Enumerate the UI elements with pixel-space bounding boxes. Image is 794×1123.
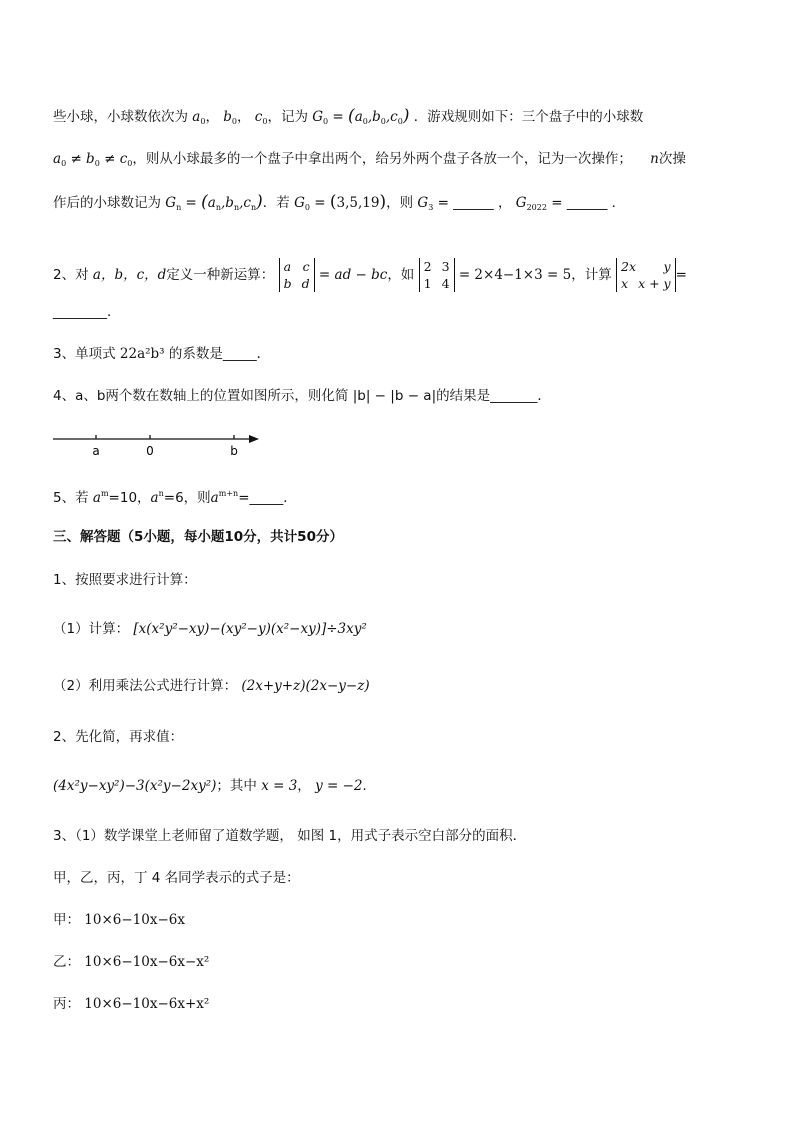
number-line xyxy=(53,428,268,460)
solve-3-title: 3、（1）数学课堂上老师留了道数学题， 如图 1，用式子表示空白部分的面积． xyxy=(53,828,527,844)
math-a-m: $a^m$ xyxy=(92,489,109,506)
question-3: 3、单项式 22a²b³ 的系数是_____． xyxy=(53,346,271,362)
solve-1-part-1: （1）计算： [x(x²y²−xy)−(xy²−y)(x²−xy)]÷3xy² xyxy=(53,621,367,637)
label-a: a xyxy=(92,444,100,458)
solve-1-part-2: （2）利用乘法公式进行计算： (2x+y+z)(2x−y−z) xyxy=(53,678,370,694)
problem-line-3: 作后的小球数记为 $G_n = (a_n,b_n,c_n)$．若 $G_0 = (3,5,19)$，则 $G_3$ = ______ ， $G_{2022}$ = ______ ． xyxy=(53,192,626,212)
problem-line-1: 些小球，小球数依次为 $a_0$， $b_0$， $c_0$，记为 $G_0 = (a_0,b_0,c_0)$ ．游戏规则如下：三个盘子中的小球数 xyxy=(53,106,644,126)
answer-yi: 乙： 10×6−10x−6x−x² xyxy=(53,954,210,970)
section-title: 三、解答题（5小题，每小题10分，共计50分） xyxy=(53,529,343,545)
question-2: 2、对 a，b，c，d定义一种新运算： a c b d = ad − bc，如 2 3 1 4 = 2×4−1×3 = 5，计算 2x y x x + y = xyxy=(53,259,687,291)
solve-2-expr: (4x²y−xy²)−3(x²y−2xy²)；其中 x = 3， y = −2． xyxy=(53,778,377,794)
math-vars: a，b，c，d xyxy=(92,267,167,283)
math-answer: 10×6−10x−6x xyxy=(84,912,185,928)
math-a-n: $a^n$ xyxy=(150,489,164,506)
math-definition: = ad − bc xyxy=(318,267,388,283)
math-monomial: 22a²b³ xyxy=(119,346,165,362)
determinant-definition: a c b d xyxy=(279,258,315,292)
text: 作后的小球数记为 xyxy=(53,195,161,211)
math-G2022: $G_{2022}$ xyxy=(515,195,547,212)
question-5: 5、若 $a^m=10$，$a^n=6$，则$a^{m+n}=\_\_\_\_\_$． xyxy=(53,489,297,506)
determinant-example: 2 3 1 4 xyxy=(419,258,455,292)
solve-1-title: 1、按照要求进行计算： xyxy=(53,572,197,588)
math-part2: (2x+y+z)(2x−y−z) xyxy=(241,678,370,694)
math-G0-def: $G_0 = (a_0,b_0,c_0)$ xyxy=(312,106,410,126)
answer-jia: 甲： 10×6−10x−6x xyxy=(53,912,185,928)
math-expr: (4x²y−xy²)−3(x²y−2xy²) xyxy=(53,778,217,794)
math-answer: 10×6−10x−6x−x² xyxy=(84,954,210,970)
math-c0: $c_0$ xyxy=(254,109,268,126)
math-Gn: $G_n = (a_n,b_n,c_n)$ xyxy=(165,192,263,212)
question-2-blank: ________． xyxy=(53,304,121,320)
question-4: 4、a、b两个数在数轴上的位置如图所示，则化简 |b| − |b − a|的结果是_______． xyxy=(53,388,551,404)
arrow-head-icon xyxy=(249,435,259,443)
text: 次操 xyxy=(658,151,686,167)
math-answer: 10×6−10x−6x+x² xyxy=(84,996,210,1012)
problem-line-2 xyxy=(53,149,686,174)
text: ．游戏规则如下：三个盘子中的小球数 xyxy=(413,109,644,125)
answer-bing: 丙： 10×6−10x−6x+x² xyxy=(53,996,210,1012)
math-example: = 2×4−1×3 = 5 xyxy=(458,267,572,283)
math-G0-value: $G_0 = (3,5,19)$ xyxy=(294,192,387,212)
label-0: 0 xyxy=(146,444,154,458)
solve-3-intro: 甲，乙，丙，丁 4 名同学表示的式子是： xyxy=(53,870,300,886)
text: ，则从小球最多的一个盘子中拿出两个，给另外两个盘子各放一个，记为一次操作； xyxy=(132,151,632,167)
math-inequality: $a_0 \ne b_0 \ne c_0$ xyxy=(53,151,133,168)
determinant-compute: 2x y x x + y xyxy=(616,258,676,292)
solve-2-title: 2、先化简，再求值： xyxy=(53,729,184,745)
label-b: b xyxy=(230,444,238,458)
math-part1: [x(x²y²−xy)−(xy²−y)(x²−xy)]÷3xy² xyxy=(133,621,367,637)
math-a-m-plus-n: $a^{m+n}$ xyxy=(210,489,239,506)
math-n: n xyxy=(650,151,659,167)
math-b0: $b_0$ xyxy=(223,109,237,126)
text: 些小球，小球数依次为 xyxy=(53,109,188,125)
math-a0: $a_0$ xyxy=(192,109,206,126)
math-G3: $G_3$ xyxy=(417,195,434,212)
